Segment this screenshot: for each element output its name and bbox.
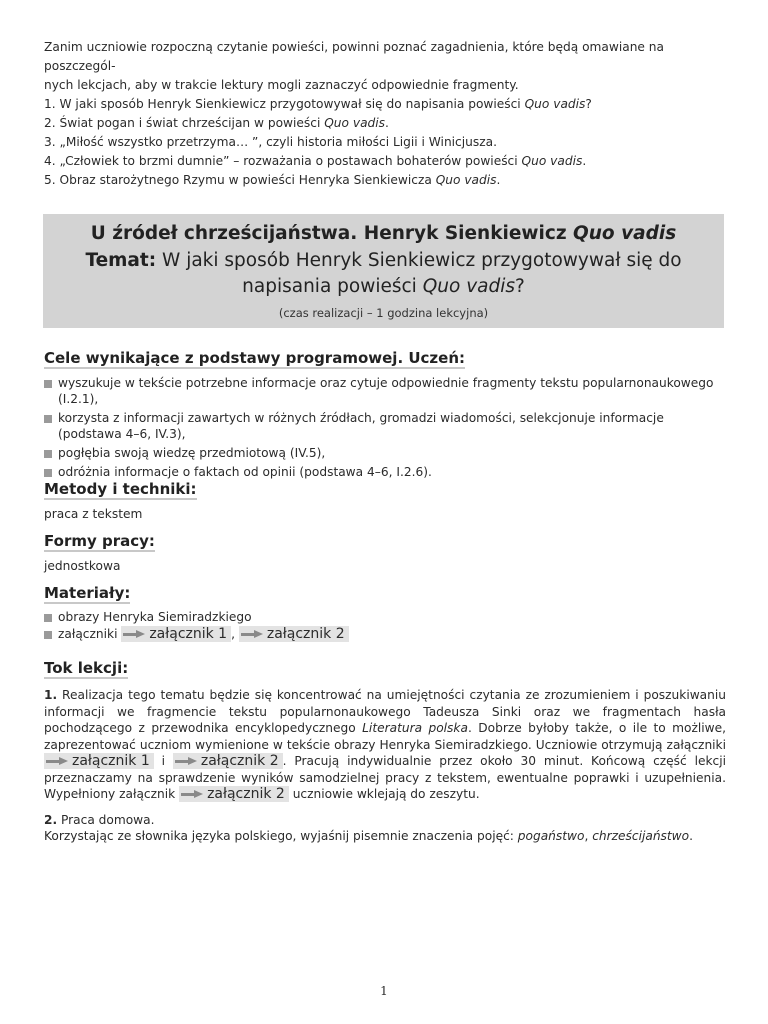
lesson-title: U źródeł chrześcijaństwa. Henryk Sienkiewicz Quo vadis [90,223,677,244]
forms-heading: Formy pracy: [44,532,155,550]
bullet-square-icon [44,450,52,458]
arrow-right-icon [123,630,145,638]
materials-heading: Materiały: [44,584,131,602]
intro-item-2: 2. Świat pogan i świat chrześcijan w powieści Quo vadis. [44,116,389,130]
methods-heading: Metody i techniki: [44,480,197,498]
forms-text: jednostkowa [44,559,121,573]
methods-text: praca z tekstem [44,507,143,521]
intro-item-4: 4. „Człowiek to brzmi dumnie” – rozważania o postawach bohaterów powieści Quo vadis. [44,154,587,168]
bullet-square-icon [44,469,52,477]
intro-section [44,38,726,190]
attachment-2-link[interactable]: załącznik 2 [239,626,349,642]
intro-lead-line1: Zanim uczniowie rozpoczną czytanie powieści, powinni poznać zagadnienia, które będą omawiane na poszczegól- [44,40,664,73]
material-item: załączniki załącznik 1 , załącznik 2 [44,626,734,642]
lesson-flow-section [44,658,726,845]
materials-list [44,609,734,642]
attachment-1-link[interactable]: załącznik 1 [121,626,231,642]
bullet-square-icon [44,631,52,639]
goals-heading: Cele wynikające z podstawy programowej. Uczeń: [44,349,466,367]
lesson-duration: (czas realizacji – 1 godzina lekcyjna) [278,306,489,320]
intro-item-3: 3. „Miłość wszystko przetrzyma… ”, czyli historia miłości Ligii i Winicjusza. [44,135,497,149]
forms-section [44,531,734,573]
intro-item-1: 1. W jaki sposób Henryk Sienkiewicz przygotowywał się do napisania powieści Quo vadis? [44,97,592,111]
goal-item: pogłębia swoją wiedzę przedmiotową (IV.5), [44,445,734,461]
methods-section [44,479,734,521]
lesson-topic: Temat: W jaki sposób Henryk Sienkiewicz przygotowywał się do napisania powieści Quo vadis? [85,250,682,297]
attachment-1-link[interactable]: załącznik 1 [44,753,154,769]
lesson-step-1: 1. Realizacja tego tematu będzie się koncentrować na umiejętności czytania ze zrozumieniem i poszukiwaniu informacji we fragmencie tekstu popularnonaukowego Tadeusza Sinki oraz we fragmentach hasła pochodzącego z przewodnika encyklopedycznego Literatura polska. Dobrze byłoby także, o ile to możliwe, zaprezentować uczniom wymienione w tekście obrazy Henryka Siemiradzkiego. Uczniowie otrzymują załączniki załącznik 1 i załącznik 2 . Pracują indywidualnie przez około 30 minut. Końcową część lekcji przeznaczamy na sprawdzenie wyników samodzielnej pracy z tekstem, ewentualne poprawki i uzupełnienia. Wypełniony załącznik załącznik 2 uczniowie wklejają do zeszytu. [44,688,727,802]
bullet-square-icon [44,380,52,388]
arrow-right-icon [181,790,203,798]
arrow-right-icon [46,757,68,765]
lesson-heading: Tok lekcji: [44,659,129,677]
material-item: obrazy Henryka Siemiradzkiego [44,609,734,625]
arrow-right-icon [241,630,263,638]
attachment-2-link[interactable]: załącznik 2 [179,786,289,802]
arrow-right-icon [175,757,197,765]
page-number: 1 [380,984,388,998]
materials-section [44,583,734,645]
bullet-square-icon [44,614,52,622]
goals-section [44,348,734,483]
goal-item: korzysta z informacji zawartych w różnych źródłach, gromadzi wiadomości, selekcjonuje informacje (podstawa 4–6, IV.3), [44,410,734,442]
goal-item: wyszukuje w tekście potrzebne informacje oraz cytuje odpowiednie fragmenty tekstu popularnonaukowego (I.2.1), [44,375,734,407]
goals-list [44,375,734,480]
intro-item-5: 5. Obraz starożytnego Rzymu w powieści Henryka Sienkiewicza Quo vadis. [44,173,501,187]
bullet-square-icon [44,415,52,423]
intro-lead-line2: nych lekcjach, aby w trakcie lektury mogli zaznaczyć odpowiednie fragmenty. [44,78,519,92]
goal-item: odróżnia informacje o faktach od opinii (podstawa 4–6, I.2.6). [44,464,734,480]
lesson-step-2: 2. Praca domowa. Korzystając ze słownika języka polskiego, wyjaśnij pisemnie znaczenia pojęć: pogaństwo, chrześcijaństwo. [44,812,693,843]
lesson-banner [43,214,724,328]
attachment-2-link[interactable]: załącznik 2 [173,753,283,769]
